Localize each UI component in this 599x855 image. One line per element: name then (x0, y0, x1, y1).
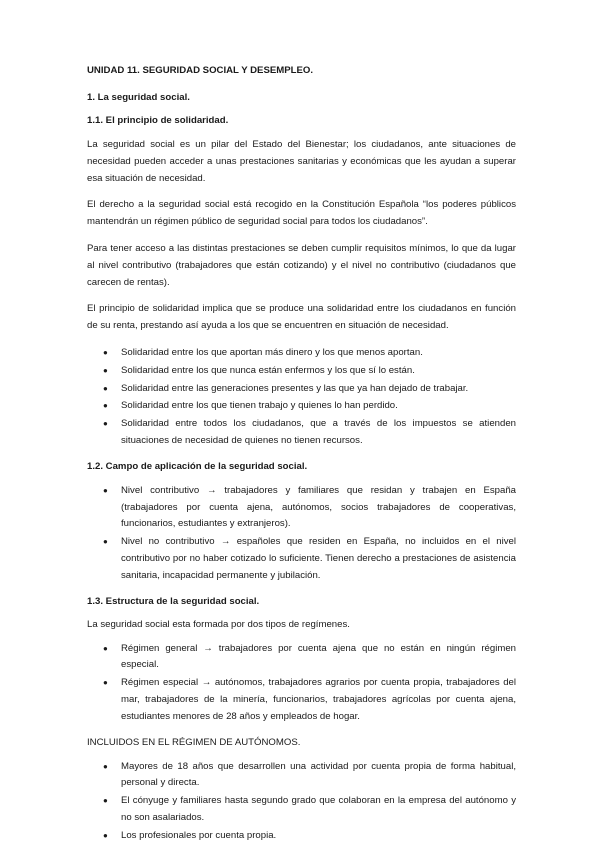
list-item: ● Solidaridad entre los que aportan más dinero y los que menos aportan. (87, 345, 516, 362)
solidarity-list (87, 345, 516, 450)
list-item: ● Régimen especial → autónomos, trabajadores agrarios por cuenta propia, trabajadores del mar, trabajadores de la minería, funcionarios, trabajadores agrícolas por cuenta ajena, estudiantes menores de 28 años y empleados de hogar. (103, 677, 516, 722)
paragraph: La seguridad social es un pilar del Estado del Bienestar; los ciudadanos, ante situaciones de necesidad pueden acceder a unas prestaciones sanitarias y económicas que les ayudan a superar esa situación de necesidad. (87, 139, 516, 184)
list-item: ● Nivel no contributivo → españoles que residen en España, no incluidos en el nivel contributivo por no haber cotizado lo suficiente. Tienen derecho a prestaciones de asistencia sanitaria, incapacidad permanente y jubilación. (103, 536, 516, 581)
list-item: ● Solidaridad entre los que nunca están enfermos y los que sí lo están. (87, 363, 516, 380)
regimes-list (87, 641, 516, 726)
paragraph: La seguridad social esta formada por dos tipos de regímenes. (87, 618, 350, 630)
paragraph: El principio de solidaridad implica que se produce una solidaridad entre los ciudadanos en función de su renta, prestando así ayuda a los que se encuentren en situación de necesidad. (87, 303, 516, 332)
bullet-icon: ● (103, 678, 108, 688)
list-item: ● Nivel contributivo → trabajadores y familiares que residan y trabajen en España (trabajadores por cuenta ajena, autónomos, socios trabajadores de cooperativas, funcionarios, estudiantes y extranjeros). (103, 484, 516, 530)
bullet-icon: ● (103, 761, 108, 771)
list-item: ● Régimen general → trabajadores por cuenta ajena que no están en ningún régimen especial. (103, 642, 516, 671)
subsection-label: INCLUIDOS EN EL RÉGIMEN DE AUTÓNOMOS. (87, 736, 301, 748)
document-page (87, 64, 516, 855)
list-item: ● Los profesionales por cuenta propia. (87, 828, 516, 845)
bullet-icon: ● (103, 383, 108, 393)
bullet-icon: ● (103, 347, 108, 357)
bullet-icon: ● (103, 830, 108, 840)
document-title: UNIDAD 11. SEGURIDAD SOCIAL Y DESEMPLEO. (87, 65, 314, 76)
section-1-3-heading: 1.3. Estructura de la seguridad social. (87, 595, 260, 607)
bullet-icon: ● (103, 401, 108, 411)
bullet-icon: ● (103, 643, 108, 653)
bullet-icon: ● (103, 365, 108, 375)
application-list (87, 483, 516, 585)
list-item: ● Mayores de 18 años que desarrollen una actividad por cuenta propia de forma habitual, personal y directa. (103, 760, 516, 789)
list-item: ● El cónyuge y familiares hasta segundo grado que colaboran en la empresa del autónomo y no son asalariados. (103, 795, 516, 823)
bullet-icon: ● (103, 419, 108, 429)
list-item: ● Solidaridad entre las generaciones presentes y las que ya han dejado de trabajar. (87, 381, 516, 398)
list-item: ● Solidaridad entre los que tienen trabajo y quienes lo han perdido. (87, 398, 516, 415)
paragraph: Para tener acceso a las distintas prestaciones se deben cumplir requisitos mínimos, lo que da lugar al nivel contributivo (trabajadores que están cotizando) y el nivel no contributivo (ciudadanos que carecen de rentas). (87, 242, 516, 288)
autonomos-list (87, 759, 516, 845)
section-1-2-heading: 1.2. Campo de aplicación de la seguridad social. (87, 460, 308, 472)
bullet-icon: ● (103, 485, 108, 495)
section-1-1-heading: 1.1. El principio de solidaridad. (87, 115, 229, 126)
paragraph: El derecho a la seguridad social está recogido en la Constitución Española “los poderes públicos mantendrán un régimen público de seguridad social para todos los ciudadanos”. (87, 199, 516, 228)
bullet-icon: ● (103, 537, 108, 547)
bullet-icon: ● (103, 796, 108, 806)
list-item: ● Solidaridad entre todos los ciudadanos, que a través de los impuestos se atienden situaciones de necesidad de quienes no tienen recursos. (103, 418, 516, 446)
section-1-heading: 1. La seguridad social. (87, 92, 190, 103)
